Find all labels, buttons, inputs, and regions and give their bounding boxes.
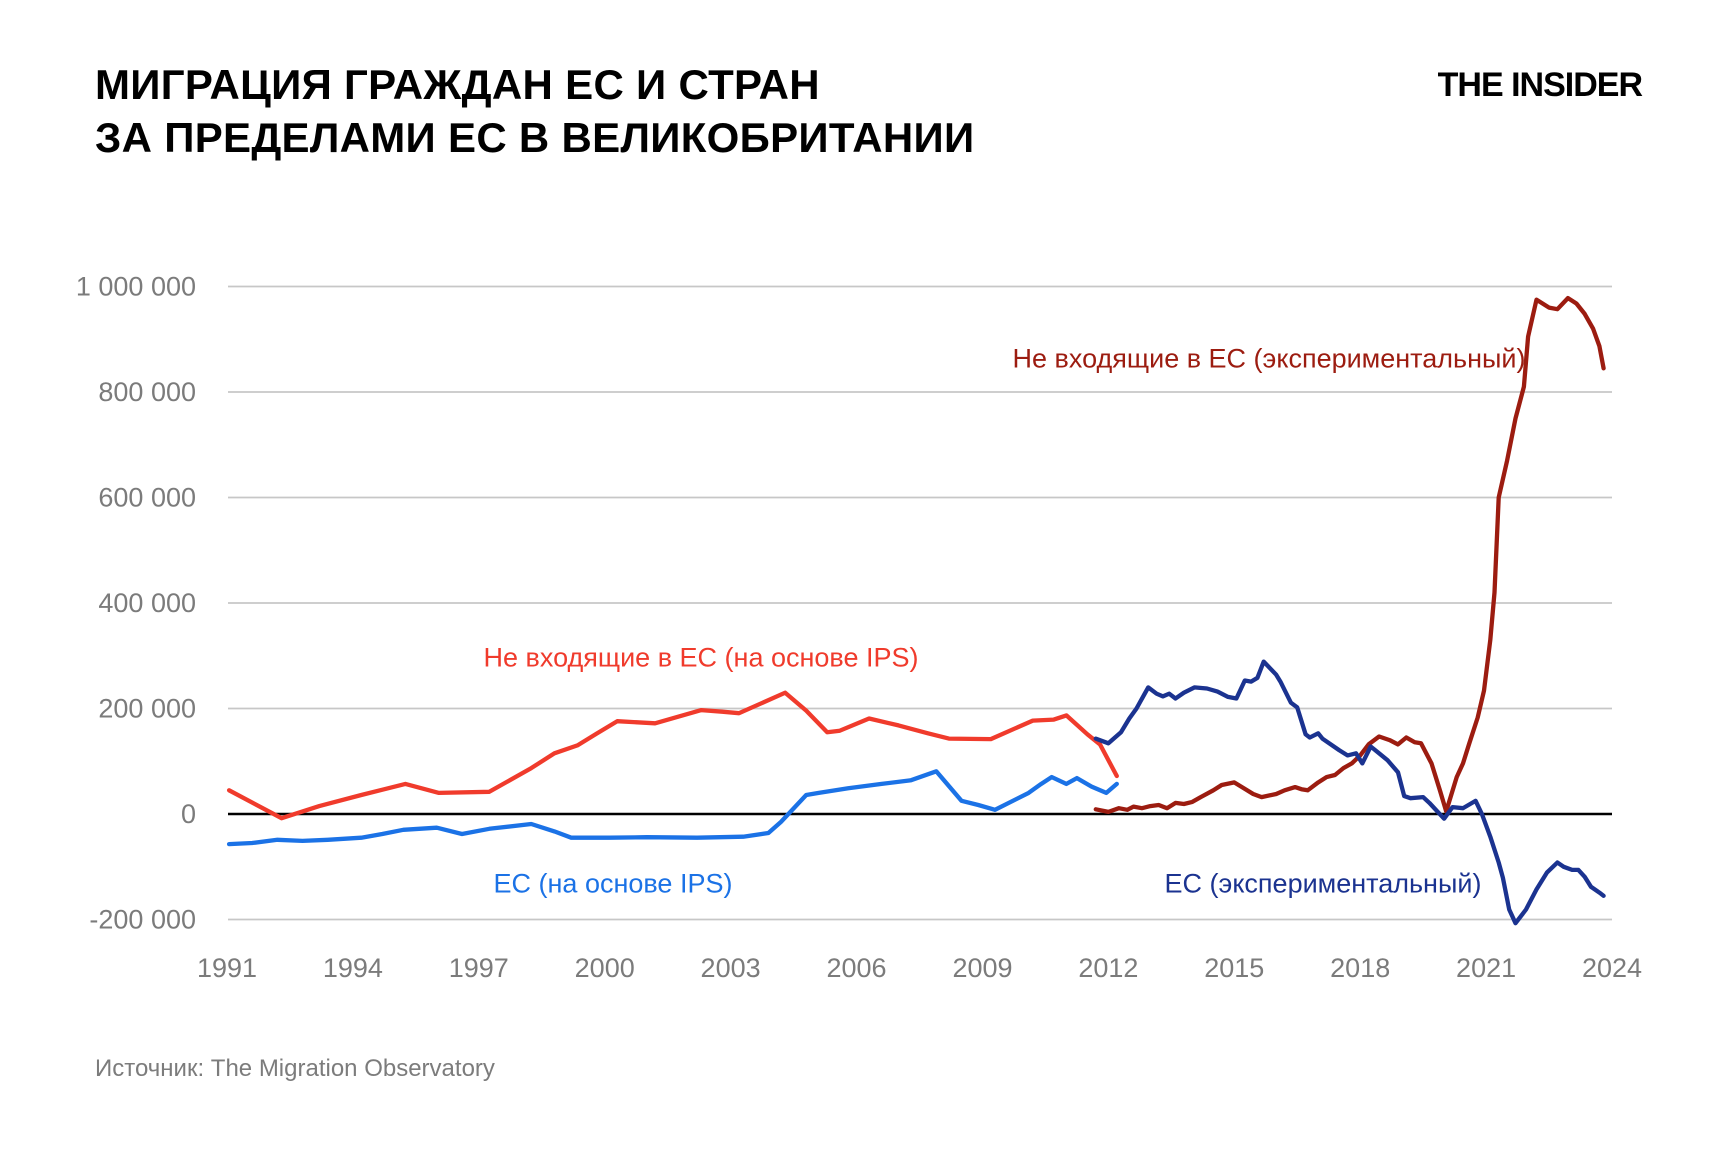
x-tick-label: 1997 <box>448 953 509 983</box>
title-line-2: ЗА ПРЕДЕЛАМИ ЕС В ВЕЛИКОБРИТАНИИ <box>95 114 975 161</box>
x-tick-label: 2015 <box>1204 953 1265 983</box>
y-tick-label: -200 000 <box>89 904 196 935</box>
series-label-eu-exp: ЕС (экспериментальный) <box>1164 868 1482 899</box>
y-tick-label: 0 <box>180 799 196 829</box>
x-tick-label: 2000 <box>574 953 635 983</box>
brand-logo: THE INSIDER <box>1437 66 1642 104</box>
x-tick-label: 2003 <box>700 953 761 983</box>
y-tick-label: 200 000 <box>98 693 196 724</box>
series-label-non-eu-exp: Не входящие в ЕС (экспериментальный) <box>1012 343 1526 374</box>
series-line-eu_ips <box>229 771 1117 844</box>
y-tick-label: 1 000 000 <box>75 271 196 302</box>
x-tick-label: 2006 <box>826 953 887 983</box>
series-label-non-eu-ips: Не входящие в ЕС (на основе IPS) <box>483 642 919 673</box>
x-tick-label: 2018 <box>1330 953 1391 983</box>
title-line-1: МИГРАЦИЯ ГРАЖДАН ЕС И СТРАН <box>95 61 820 108</box>
series-line-non_eu_ips <box>229 693 1117 819</box>
series-label-eu-ips: ЕС (на основе IPS) <box>493 868 733 899</box>
x-tick-label: 1994 <box>322 953 383 983</box>
x-tick-label: 2009 <box>952 953 1013 983</box>
x-tick-label: 2024 <box>1581 953 1643 983</box>
y-tick-label: 400 000 <box>98 588 196 618</box>
y-tick-label: 800 000 <box>98 377 196 407</box>
series-line-non_eu_exp <box>1096 298 1604 812</box>
source-note: Источник: The Migration Observatory <box>95 1055 495 1082</box>
x-tick-label: 2012 <box>1078 953 1139 983</box>
page-title <box>95 58 974 164</box>
y-tick-label: 600 000 <box>98 482 196 513</box>
x-tick-label: 2021 <box>1456 953 1517 983</box>
x-tick-label: 1991 <box>196 953 258 983</box>
